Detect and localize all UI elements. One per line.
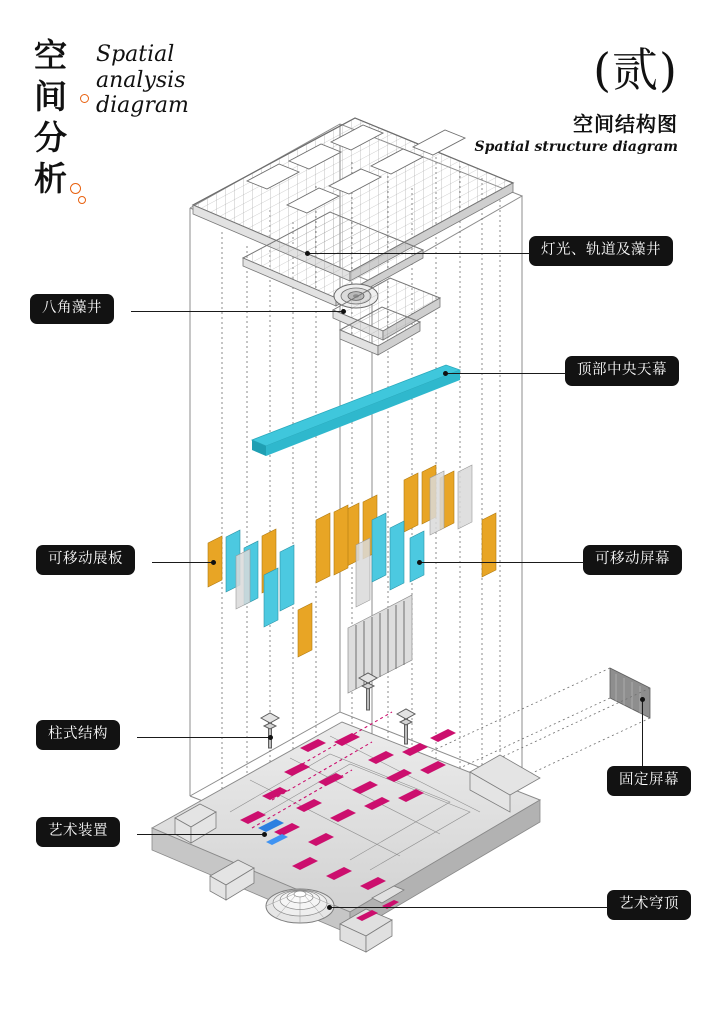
leader-line: [642, 700, 643, 766]
leader-line: [308, 253, 530, 254]
decorative-circle-icon: [78, 196, 86, 204]
leader-dot: [640, 697, 645, 702]
leader-line: [137, 834, 265, 835]
callout-octagonal-caisson[interactable]: 八角藻井: [30, 294, 114, 324]
top-central-skylight: [252, 365, 460, 456]
leader-dot: [211, 560, 216, 565]
leader-line: [131, 311, 344, 312]
callout-art-dome[interactable]: 艺术穹顶: [607, 890, 691, 920]
callout-column-structure[interactable]: 柱式结构: [36, 720, 120, 750]
callout-movable-screen[interactable]: 可移动屏幕: [583, 545, 682, 575]
callout-fixed-screen[interactable]: 固定屏幕: [607, 766, 691, 796]
art-dome-object: [266, 889, 334, 923]
page-title-en: Spatial analysis diagram: [96, 42, 189, 119]
leader-dot: [443, 371, 448, 376]
leader-dot: [341, 309, 346, 314]
leader-line: [330, 907, 608, 908]
section-title-cn: 空间结构图: [573, 112, 678, 136]
leader-dot: [268, 735, 273, 740]
page-title-cn: 空间分析: [34, 36, 68, 198]
decorative-circle-icon: [80, 94, 89, 103]
leader-dot: [305, 251, 310, 256]
leader-dot: [327, 905, 332, 910]
leader-line: [137, 737, 271, 738]
section-number: (贰): [593, 43, 678, 97]
callout-art-installation[interactable]: 艺术装置: [36, 817, 120, 847]
leader-line: [152, 562, 214, 563]
decorative-circle-icon: [70, 183, 81, 194]
leader-line: [446, 373, 566, 374]
callout-top-central-skylight[interactable]: 顶部中央天幕: [565, 356, 679, 386]
section-title-en: Spatial structure diagram: [474, 139, 678, 155]
striped-panel-cluster: [348, 595, 412, 693]
leader-dot: [262, 832, 267, 837]
leader-line: [420, 562, 584, 563]
leader-dot: [417, 560, 422, 565]
callout-movable-display-board[interactable]: 可移动展板: [36, 545, 135, 575]
callout-lighting-track-caisson[interactable]: 灯光、轨道及藻井: [529, 236, 673, 266]
